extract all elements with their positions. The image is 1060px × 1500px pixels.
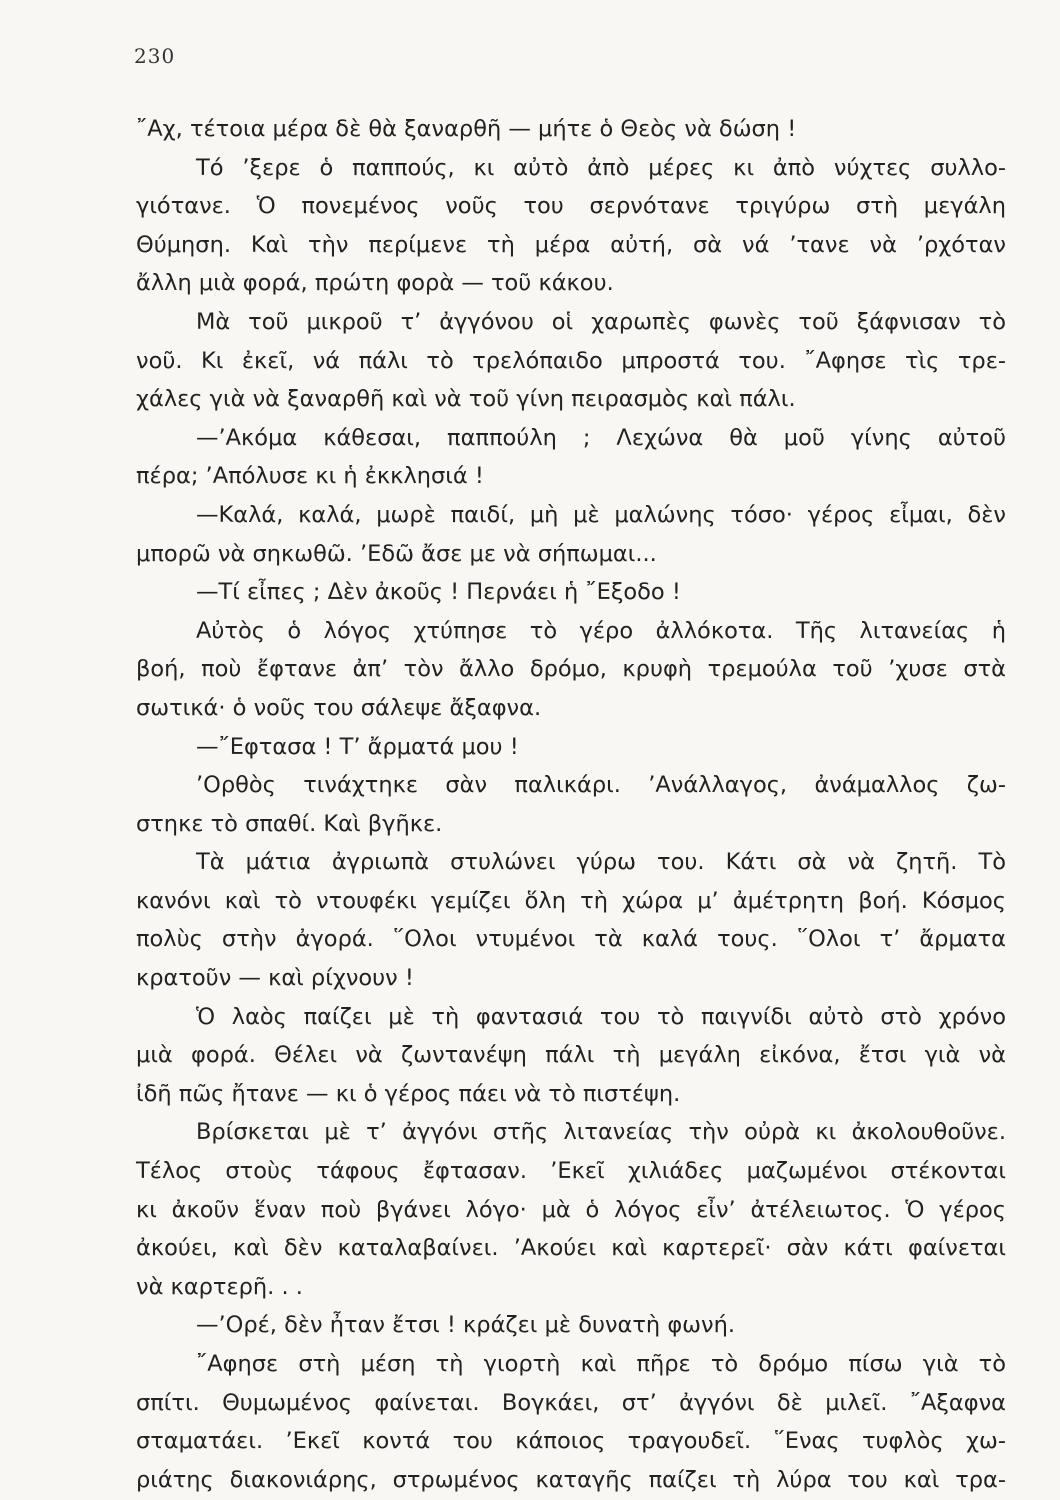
text-line: μιὰ φορά. Θέλει νὰ ζωντανέψη πάλι τὴ μεγάλη εἰκόνα, ἔτσι γιὰ νὰ <box>136 1042 1006 1069</box>
text-line: Τέλος στοὺς τάφους ἔφτασαν. ’Εκεῖ χιλιάδες μαζωμένοι στέκονται <box>136 1158 1006 1185</box>
text-line: Τό ’ξερε ὁ παππούς, κι αὐτὸ ἀπὸ μέρες κι ἀπὸ νύχτες συλλο- <box>196 154 1006 181</box>
text-line: βοή, ποὺ ἔφτανε ἀπ’ τὸν ἄλλο δρόμο, κρυφὴ τρεμούλα τοῦ ’χυσε στὰ <box>136 656 1006 683</box>
text-line: Μὰ τοῦ μικροῦ τ’ ἀγγόνου οἱ χαρωπὲς φωνὲς τοῦ ξάφνισαν τὸ <box>196 308 1006 335</box>
text-line: ἀκούει, καὶ δὲν καταλαβαίνει. ’Ακούει καὶ καρτερεῖ· σὰν κάτι φαίνεται <box>136 1235 1006 1262</box>
text-line: Βρίσκεται μὲ τ’ ἀγγόνι στῆς λιτανείας τὴν οὐρὰ κι ἀκολουθοῦνε. <box>196 1119 1006 1146</box>
text-line: νοῦ. Κι ἐκεῖ, νά πάλι τὸ τρελόπαιδο μπροστά του. ῎Αφησε τὶς τρε- <box>136 347 1006 374</box>
text-line: νὰ καρτερῆ. . . <box>136 1273 303 1300</box>
text-line: —’Ορέ, δὲν ἦταν ἔτσι ! κράζει μὲ δυνατὴ φωνή. <box>196 1312 736 1339</box>
text-line: μπορῶ νὰ σηκωθῶ. ’Εδῶ ἄσε με νὰ σήπωμαι... <box>136 540 657 567</box>
text-line: χάλες γιὰ νὰ ξαναρθῆ καὶ νὰ τοῦ γίνη πειρασμὸς καὶ πάλι. <box>136 386 796 413</box>
text-line: Τὰ μάτια ἀγριωπὰ στυλώνει γύρω του. Κάτι σὰ νὰ ζητῆ. Τὸ <box>196 849 1006 876</box>
text-line: —’Ακόμα κάθεσαι, παππούλη ; Λεχώνα θὰ μοῦ γίνης αὐτοῦ <box>196 424 1006 451</box>
text-line: γιότανε. Ὁ πονεμένος νοῦς του σερνότανε τριγύρω στὴ μεγάλη <box>136 193 1006 220</box>
text-line: κανόνι καὶ τὸ ντουφέκι γεμίζει ὅλη τὴ χώρα μ’ ἀμέτρητη βοή. Κόσμος <box>136 887 1006 914</box>
text-line: κι ἀκοῦν ἕναν ποὺ βγάνει λόγο· μὰ ὁ λόγος εἶν’ ἀτέλειωτος. Ὁ γέρος <box>136 1196 1006 1223</box>
text-line: ῎Αχ, τέτοια μέρα δὲ θὰ ξαναρθῆ — μήτε ὁ Θεὸς νὰ δώση ! <box>136 116 797 142</box>
text-line: στηκε τὸ σπαθί. Καὶ βγῆκε. <box>136 810 443 837</box>
text-line: —Τί εἶπες ; Δὲν ἀκοῦς ! Περνάει ἡ ῎Εξοδο ! <box>196 579 681 606</box>
text-line: σταματάει. ’Εκεῖ κοντά του κάποιος τραγουδεῖ. ῞Ενας τυφλὸς χω- <box>136 1428 1006 1455</box>
text-line: —Καλά, καλά, μωρὲ παιδί, μὴ μὲ μαλώνης τόσο· γέρος εἶμαι, δὲν <box>196 501 1006 528</box>
text-line: ἄλλη μιὰ φορά, πρώτη φορὰ — τοῦ κάκου. <box>136 270 614 297</box>
text-line: Θύμηση. Καὶ τὴν περίμενε τὴ μέρα αὐτή, σὰ νά ’τανε νὰ ’ρχόταν <box>136 231 1006 258</box>
text-line: σπίτι. Θυμωμένος φαίνεται. Βογκάει, στ’ ἀγγόνι δὲ μιλεῖ. ῎Αξαφνα <box>136 1389 1006 1416</box>
text-line: σωτικά· ὁ νοῦς του σάλεψε ἄξαφνα. <box>136 694 542 721</box>
text-line: ἰδῆ πῶς ἤτανε — κι ὁ γέρος πάει νὰ τὸ πιστέψη. <box>136 1080 681 1107</box>
text-line: ῎Αφησε στὴ μέση τὴ γιορτὴ καὶ πῆρε τὸ δρόμο πίσω γιὰ τὸ <box>196 1351 1006 1377</box>
page-number: 230 <box>134 44 176 68</box>
text-line: Αὐτὸς ὁ λόγος χτύπησε τὸ γέρο ἀλλόκοτα. Τῆς λιτανείας ἡ <box>196 617 1006 644</box>
text-line: ’Ορθὸς τινάχτηκε σὰν παλικάρι. ’Ανάλλαγος, ἀνάμαλλος ζω- <box>196 772 1006 799</box>
text-line: ριάτης διακονιάρης, στρωμένος καταγῆς παίζει τὴ λύρα του καὶ τρα- <box>136 1466 1006 1493</box>
text-line: —῎Εφτασα ! Τ’ ἄρματά μου ! <box>196 733 519 760</box>
text-line: κρατοῦν — καὶ ρίχνουν ! <box>136 965 414 992</box>
text-line: πέρα; ’Απόλυσε κι ἡ ἐκκλησιά ! <box>136 463 484 490</box>
body-text <box>136 110 1006 1499</box>
text-line: Ὁ λαὸς παίζει μὲ τὴ φαντασιά του τὸ παιγνίδι αὐτὸ στὸ χρόνο <box>196 1003 1006 1030</box>
text-line: πολὺς στὴν ἀγορά. ῞Ολοι ντυμένοι τὰ καλά τους. ῞Ολοι τ’ ἄρματα <box>136 926 1006 953</box>
